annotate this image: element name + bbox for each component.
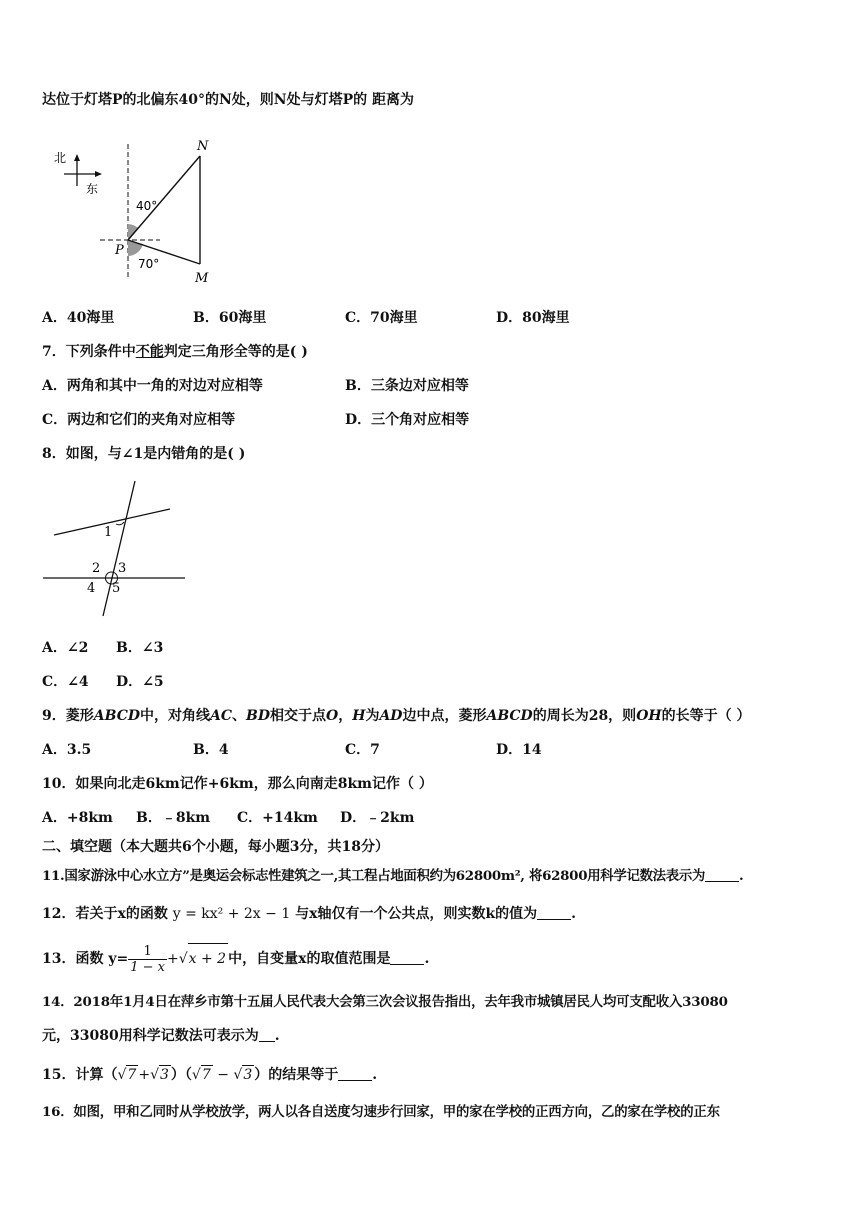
q9-option-b[interactable]: B．4 bbox=[193, 742, 229, 758]
q6-figure bbox=[42, 136, 232, 286]
q10-option-a[interactable]: A．+8km bbox=[42, 810, 113, 826]
point-m-label: M bbox=[195, 271, 209, 286]
q15-text: 15．计算（√7 +√3 ）（√7 − √3 ）的结果等于 . bbox=[42, 1067, 378, 1083]
angle-40-label: 40° bbox=[136, 199, 158, 213]
q13-fraction: $\frac{1}{1 - x}$ bbox=[130, 943, 165, 975]
q9-text: 9．菱形ABCD中，对角线AC、BD相交于点O，H为AD边中点，菱形ABCD的周长为28，则OH的长等于（ ） bbox=[42, 708, 751, 724]
q8-option-c[interactable]: C．∠4 bbox=[42, 674, 89, 690]
q8-option-d[interactable]: D．∠5 bbox=[116, 674, 164, 690]
q10-text: 10．如果向北走6km记作+6km，那么向南走8km记作（ ） bbox=[42, 776, 433, 792]
q8-option-a[interactable]: A．∠2 bbox=[42, 640, 89, 656]
q14-line1: 14．2018年1月4日在萍乡市第十五届人民代表大会第三次会议报告指出，去年我市城镇居民人均可支配收入33080 bbox=[42, 994, 728, 1010]
q6-text: 达位于灯塔P的北偏东40°的N处，则N处与灯塔P的 距离为 bbox=[42, 92, 415, 108]
section-2-heading: 二、填空题（本大题共6个小题，每小题3分，共18分） bbox=[42, 839, 389, 855]
angle-2-label: 2 bbox=[92, 561, 101, 576]
q8-figure bbox=[40, 478, 190, 623]
angle-5-label: 5 bbox=[112, 581, 121, 596]
q11-text: 11.国家游泳中心水立方”是奥运会标志性建筑之一,其工程占地面积约为62800m², 将62800用科学记数法表示为 . bbox=[42, 868, 744, 884]
q6-option-c[interactable]: C．70海里 bbox=[345, 310, 418, 326]
q11-blank[interactable] bbox=[705, 867, 739, 882]
q14-blank[interactable] bbox=[259, 1027, 275, 1042]
q10-option-d[interactable]: D．﹣2km bbox=[340, 810, 415, 826]
q15-blank[interactable] bbox=[338, 1066, 372, 1081]
q10-option-b[interactable]: B．﹣8km bbox=[136, 810, 211, 826]
angle-70-label: 70° bbox=[138, 257, 160, 271]
q13-text: 13．函数 y= $\frac{1}{1 - x}$ +√x + 2 中，自变量x的取值范围是 . bbox=[42, 943, 430, 975]
q7-option-c[interactable]: C．两边和它们的夹角对应相等 bbox=[42, 412, 236, 428]
q8-text: 8．如图，与∠1是内错角的是( ) bbox=[42, 446, 246, 462]
q7-option-d[interactable]: D．三个角对应相等 bbox=[345, 412, 470, 428]
angle-1-label: 1 bbox=[104, 525, 113, 540]
q10-option-c[interactable]: C．+14km bbox=[237, 810, 318, 826]
point-n-label: N bbox=[197, 139, 209, 154]
north-label: 北 bbox=[54, 151, 67, 165]
q12-text: 12．若关于x的函数 y = kx² + 2x − 1 与x轴仅有一个公共点，则实数k的值为 . bbox=[42, 906, 577, 922]
q14-line2: 元，33080用科学记数法可表示为 . bbox=[42, 1028, 280, 1044]
angle-4-label: 4 bbox=[87, 581, 96, 596]
east-label: 东 bbox=[86, 182, 99, 196]
q16-text: 16．如图，甲和乙同时从学校放学，两人以各自送度匀速步行回家，甲的家在学校的正西方向，乙的家在学校的正东 bbox=[42, 1104, 720, 1120]
angle-3-label: 3 bbox=[118, 561, 127, 576]
q7-option-a[interactable]: A．两角和其中一角的对边对应相等 bbox=[42, 378, 263, 394]
q6-option-a[interactable]: A．40海里 bbox=[42, 310, 115, 326]
q9-option-a[interactable]: A．3.5 bbox=[42, 742, 92, 758]
q7-option-b[interactable]: B．三条边对应相等 bbox=[345, 378, 469, 394]
q6-option-d[interactable]: D．80海里 bbox=[496, 310, 570, 326]
q6-option-b[interactable]: B．60海里 bbox=[193, 310, 267, 326]
point-p-label: P bbox=[115, 243, 124, 258]
q12-blank[interactable] bbox=[537, 905, 571, 920]
q8-option-b[interactable]: B．∠3 bbox=[116, 640, 164, 656]
q7-text: 7．下列条件中不能判定三角形全等的是( ) bbox=[42, 344, 308, 360]
q9-option-d[interactable]: D．14 bbox=[496, 742, 542, 758]
q9-option-c[interactable]: C．7 bbox=[345, 742, 380, 758]
q13-blank[interactable] bbox=[390, 950, 424, 965]
